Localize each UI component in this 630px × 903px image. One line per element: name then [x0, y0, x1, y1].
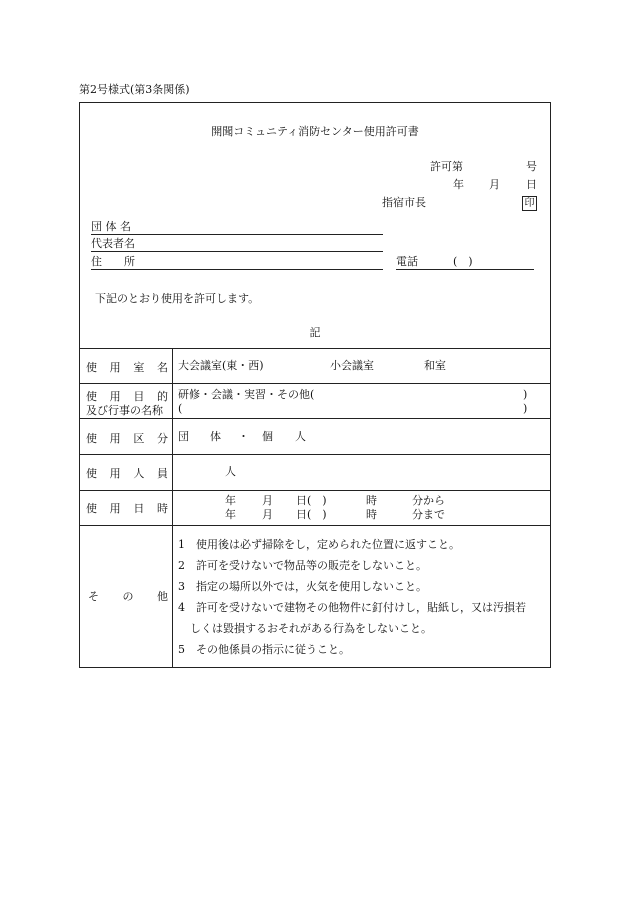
date-day: 日: [526, 178, 537, 191]
label-char: 用: [109, 390, 121, 403]
seal-mark: 印: [522, 196, 537, 211]
label-char: 使: [86, 502, 97, 515]
category-char: ・: [238, 430, 249, 443]
rule-item-continued: しくは毀損するおそれがある行為をしないこと。: [190, 622, 432, 635]
purpose-line-2-close: ): [523, 402, 528, 415]
representative-line: [91, 251, 383, 252]
tel-paren: ( ): [453, 255, 473, 268]
to-day: 日( ): [296, 508, 327, 521]
rule-item: 1 使用後は必ず掃除をし，定められた位置に返すこと。: [178, 538, 460, 551]
label-char: 的: [156, 390, 168, 403]
datetime-label: [86, 500, 168, 516]
row-divider: [80, 454, 550, 455]
room-label: [86, 359, 168, 375]
form-title: 開聞コミュニティ消防センター使用許可書: [211, 125, 419, 138]
issuer-label: 指宿市長: [382, 196, 426, 209]
category-label: [86, 430, 168, 446]
label-char: 分: [156, 432, 168, 445]
to-hour: 時: [366, 508, 377, 521]
to-minute: 分まで: [412, 508, 445, 521]
label-char: 区: [133, 432, 145, 445]
room-option-large: 大会議室(東・西): [178, 359, 264, 372]
org-name-label: 団 体 名: [91, 220, 131, 233]
category-char: 団: [178, 430, 189, 443]
label-char: 用: [109, 361, 121, 374]
from-year: 年: [225, 494, 236, 507]
category-char: 個: [262, 430, 273, 443]
label-char: 人: [133, 467, 145, 480]
label-char: 用: [109, 467, 121, 480]
row-divider: [80, 490, 550, 491]
row-divider: [80, 383, 550, 384]
representative-label: 代表者名: [91, 237, 135, 250]
to-year: 年: [225, 508, 236, 521]
address-label: 住 所: [91, 255, 135, 268]
label-char: 使: [86, 432, 97, 445]
column-divider: [172, 348, 173, 668]
permit-number-suffix: 号: [526, 160, 537, 173]
people-unit: 人: [225, 465, 236, 478]
people-label: [86, 465, 168, 481]
label-char: 使: [86, 390, 97, 403]
purpose-line-1: 研修・会議・実習・その他(: [178, 388, 315, 401]
tel-label: 電話: [396, 255, 418, 268]
label-char: 用: [109, 432, 121, 445]
category-char: 体: [210, 430, 221, 443]
label-char: の: [122, 590, 134, 603]
to-month: 月: [262, 508, 273, 521]
from-day: 日( ): [296, 494, 327, 507]
label-char: 他: [157, 590, 168, 603]
rule-item: 3 指定の場所以外では，火気を使用しないこと。: [178, 580, 427, 593]
permit-number-prefix: 許可第: [430, 160, 463, 173]
other-label: [88, 590, 168, 604]
row-divider: [80, 418, 550, 419]
label-char: 使: [86, 361, 97, 374]
label-char: 日: [133, 502, 145, 515]
rule-item: 2 許可を受けないで物品等の販売をしないこと。: [178, 559, 427, 572]
form-code: 第2号様式(第3条関係): [79, 83, 190, 96]
category-char: 人: [295, 430, 306, 443]
purpose-label-2: 及び行事の名称: [86, 404, 163, 417]
permit-statement: 下記のとおり使用を許可します。: [95, 292, 260, 305]
from-minute: 分から: [412, 494, 445, 507]
label-char: 名: [156, 361, 168, 374]
address-line: [91, 269, 383, 270]
purpose-line-2: (: [178, 402, 183, 415]
label-char: 用: [109, 502, 121, 515]
label-char: そ: [88, 590, 99, 603]
date-year: 年: [453, 178, 464, 191]
label-char: 目: [133, 390, 145, 403]
purpose-line-1-close: ): [523, 388, 528, 401]
date-month: 月: [489, 178, 500, 191]
ki-heading: 記: [309, 326, 321, 339]
rule-item: 5 その他係員の指示に従うこと。: [178, 643, 350, 656]
table-top-line: [80, 348, 550, 349]
label-char: 員: [156, 467, 168, 480]
row-divider: [80, 525, 550, 526]
permit-form: [79, 102, 551, 668]
label-char: 時: [156, 502, 168, 515]
rule-item: 4 許可を受けないで建物その他物件に釘付けし，貼紙し，又は汚損若: [178, 601, 526, 614]
from-month: 月: [262, 494, 273, 507]
org-name-line: [91, 234, 383, 235]
room-option-small: 小会議室: [330, 359, 374, 372]
room-option-japanese: 和室: [424, 359, 446, 372]
label-char: 室: [133, 361, 145, 374]
from-hour: 時: [366, 494, 377, 507]
label-char: 使: [86, 467, 97, 480]
tel-line: [396, 269, 534, 270]
